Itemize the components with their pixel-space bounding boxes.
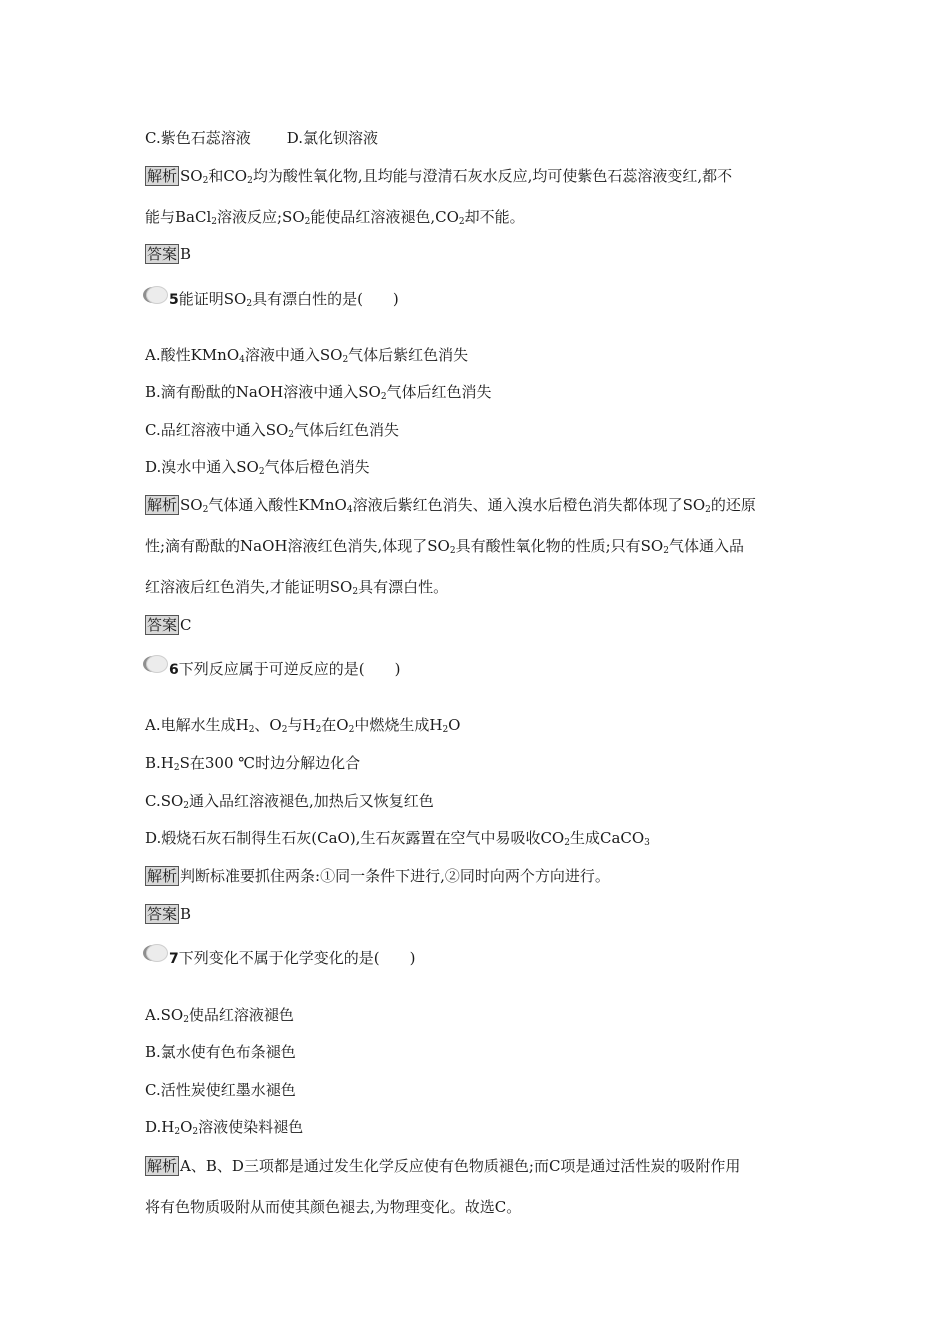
q4-analysis-line-1	[145, 166, 732, 186]
text: 气体后红色消失	[294, 421, 400, 439]
q6-option-d	[145, 828, 650, 848]
text: 的还原	[710, 496, 756, 514]
text: S在300 ℃时边分解边化合	[179, 754, 361, 772]
text: 气体通入品	[668, 537, 744, 555]
subscript: 2	[304, 217, 311, 227]
analysis-tag: 解析	[147, 496, 178, 514]
q7-option-c	[145, 1080, 296, 1100]
text: 下列反应属于可逆反应的是( )	[178, 660, 401, 678]
text: B.H	[145, 754, 174, 772]
question-marker-icon	[143, 656, 165, 674]
q6-answer	[145, 904, 191, 924]
subscript: 3	[644, 838, 650, 848]
subscript: 2	[352, 587, 359, 597]
q6-option-a	[145, 715, 460, 735]
text: 气体通入酸性KMnO	[208, 496, 347, 514]
q5-analysis-line-2	[145, 536, 744, 556]
text: SO	[180, 496, 203, 514]
text: C.品红溶液中通入SO	[145, 421, 289, 439]
text: 红溶液后红色消失,才能证明SO	[145, 578, 353, 596]
question-marker-icon	[143, 287, 165, 305]
text: A.酸性KMnO	[145, 346, 240, 364]
answer-value: B	[180, 905, 192, 923]
subscript: 4	[346, 505, 353, 515]
q6-analysis	[145, 866, 610, 886]
subscript: 2	[202, 176, 209, 186]
analysis-tag: 解析	[147, 867, 178, 885]
text: 具有漂白性。	[358, 578, 449, 596]
text: 、O	[254, 716, 282, 734]
q5-option-d	[145, 457, 370, 477]
subscript: 2	[173, 763, 180, 773]
text: 溶液中通入SO	[244, 346, 343, 364]
subscript: 2	[442, 725, 449, 735]
answer-tag: 答案	[147, 616, 178, 634]
answer-tag: 答案	[147, 245, 178, 263]
text: 性;滴有酚酞的NaOH溶液红色消失,体现了SO	[145, 537, 450, 555]
text: 能与BaCl	[145, 208, 212, 226]
subscript: 2	[192, 1127, 199, 1137]
subscript: 2	[342, 355, 349, 365]
subscript: 2	[281, 725, 288, 735]
answer-value: C	[180, 616, 192, 634]
subscript: 2	[348, 725, 355, 735]
subscript: 2	[174, 1127, 181, 1137]
text: 均为酸性氧化物,且均能与澄清石灰水反应,均可使紫色石蕊溶液变红,都不	[252, 167, 733, 185]
q4-analysis-line-2	[145, 207, 525, 227]
text: SO	[180, 167, 203, 185]
text: 能证明SO	[178, 290, 247, 308]
q5-stem	[169, 289, 399, 310]
text: 却不能。	[464, 208, 525, 226]
q5-analysis-line-1	[145, 495, 756, 515]
subscript: 2	[458, 217, 465, 227]
text: 能使品红溶液褪色,CO	[310, 208, 459, 226]
text: 生成CaCO	[569, 829, 645, 847]
text: O	[180, 1118, 193, 1136]
text: C.活性炭使红墨水褪色	[145, 1081, 296, 1099]
subscript: 2	[202, 505, 209, 515]
answer-tag: 答案	[147, 905, 178, 923]
q7-analysis-line-1	[145, 1156, 740, 1176]
q5-analysis-line-3	[145, 577, 448, 597]
text: 气体后红色消失	[386, 383, 492, 401]
subscript: 2	[258, 467, 265, 477]
subscript: 2	[449, 546, 456, 556]
subscript: 2	[248, 725, 255, 735]
text: D.H	[145, 1118, 175, 1136]
text: 通入品红溶液褪色,加热后又恢复红色	[189, 792, 434, 810]
text: 与H	[287, 716, 316, 734]
text: C.SO	[145, 792, 184, 810]
subscript: 2	[183, 801, 190, 811]
subscript: 2	[247, 176, 253, 186]
q4-option-d: D.氯化钡溶液	[286, 129, 378, 147]
subscript: 4	[239, 355, 245, 365]
text: D.煅烧石灰石制得生石灰(CaO),生石灰露置在空气中易吸收CO	[145, 829, 565, 847]
q7-option-d	[145, 1117, 303, 1137]
subscript: 2	[564, 838, 570, 848]
text: B.滴有酚酞的NaOH溶液中通入SO	[145, 383, 381, 401]
question-number: 7	[169, 951, 179, 967]
q7-option-a	[145, 1005, 294, 1025]
q5-option-a	[145, 345, 468, 365]
text: 溶液使染料褪色	[198, 1118, 304, 1136]
q5-option-b	[145, 382, 492, 402]
q5-option-c	[145, 420, 399, 440]
text: 溶液反应;SO	[216, 208, 305, 226]
q6-stem	[169, 659, 400, 680]
text: 具有漂白性的是( )	[252, 290, 399, 308]
subscript: 2	[211, 217, 217, 227]
text: 在O	[321, 716, 349, 734]
text: 气体后橙色消失	[264, 458, 370, 476]
subscript: 2	[288, 430, 295, 440]
q7-analysis-line-2	[145, 1197, 521, 1217]
question-marker-icon	[143, 945, 165, 963]
text: A.SO	[145, 1006, 184, 1024]
q7-stem	[169, 948, 415, 969]
text: 判断标准要抓住两条:①同一条件下进行,②同时向两个方向进行。	[180, 867, 610, 885]
text: 和CO	[208, 167, 248, 185]
subscript: 2	[380, 392, 387, 402]
text: O	[448, 716, 461, 734]
text: A、B、D三项都是通过发生化学反应使有色物质褪色;而C项是通过活性炭的吸附作用	[180, 1157, 741, 1175]
q6-option-b	[145, 753, 360, 773]
text: D.溴水中通入SO	[145, 458, 259, 476]
answer-value: B	[180, 245, 192, 263]
text: 中燃烧生成H	[354, 716, 443, 734]
q4-answer	[145, 244, 191, 264]
analysis-tag: 解析	[147, 167, 178, 185]
subscript: 2	[315, 725, 322, 735]
q6-option-c	[145, 791, 434, 811]
text: 溶液后紫红色消失、通入溴水后橙色消失都体现了SO	[352, 496, 706, 514]
q5-answer	[145, 615, 192, 635]
text: 将有色物质吸附从而使其颜色褪去,为物理变化。故选C。	[145, 1198, 522, 1216]
text: 具有酸性氧化物的性质;只有SO	[455, 537, 664, 555]
question-number: 5	[169, 292, 179, 308]
q4-options-cd	[145, 128, 378, 148]
text: 气体后紫红色消失	[348, 346, 469, 364]
text: A.电解水生成H	[145, 716, 249, 734]
analysis-tag: 解析	[147, 1157, 178, 1175]
q7-option-b	[145, 1042, 296, 1062]
subscript: 2	[183, 1015, 189, 1025]
subscript: 2	[663, 546, 669, 556]
question-number: 6	[169, 662, 179, 678]
subscript: 2	[705, 505, 711, 515]
subscript: 2	[246, 299, 253, 309]
q4-option-c: C.紫色石蕊溶液	[145, 129, 251, 147]
text: 使品红溶液褪色	[188, 1006, 294, 1024]
text: B.氯水使有色布条褪色	[145, 1043, 296, 1061]
text: 下列变化不属于化学变化的是( )	[178, 949, 416, 967]
